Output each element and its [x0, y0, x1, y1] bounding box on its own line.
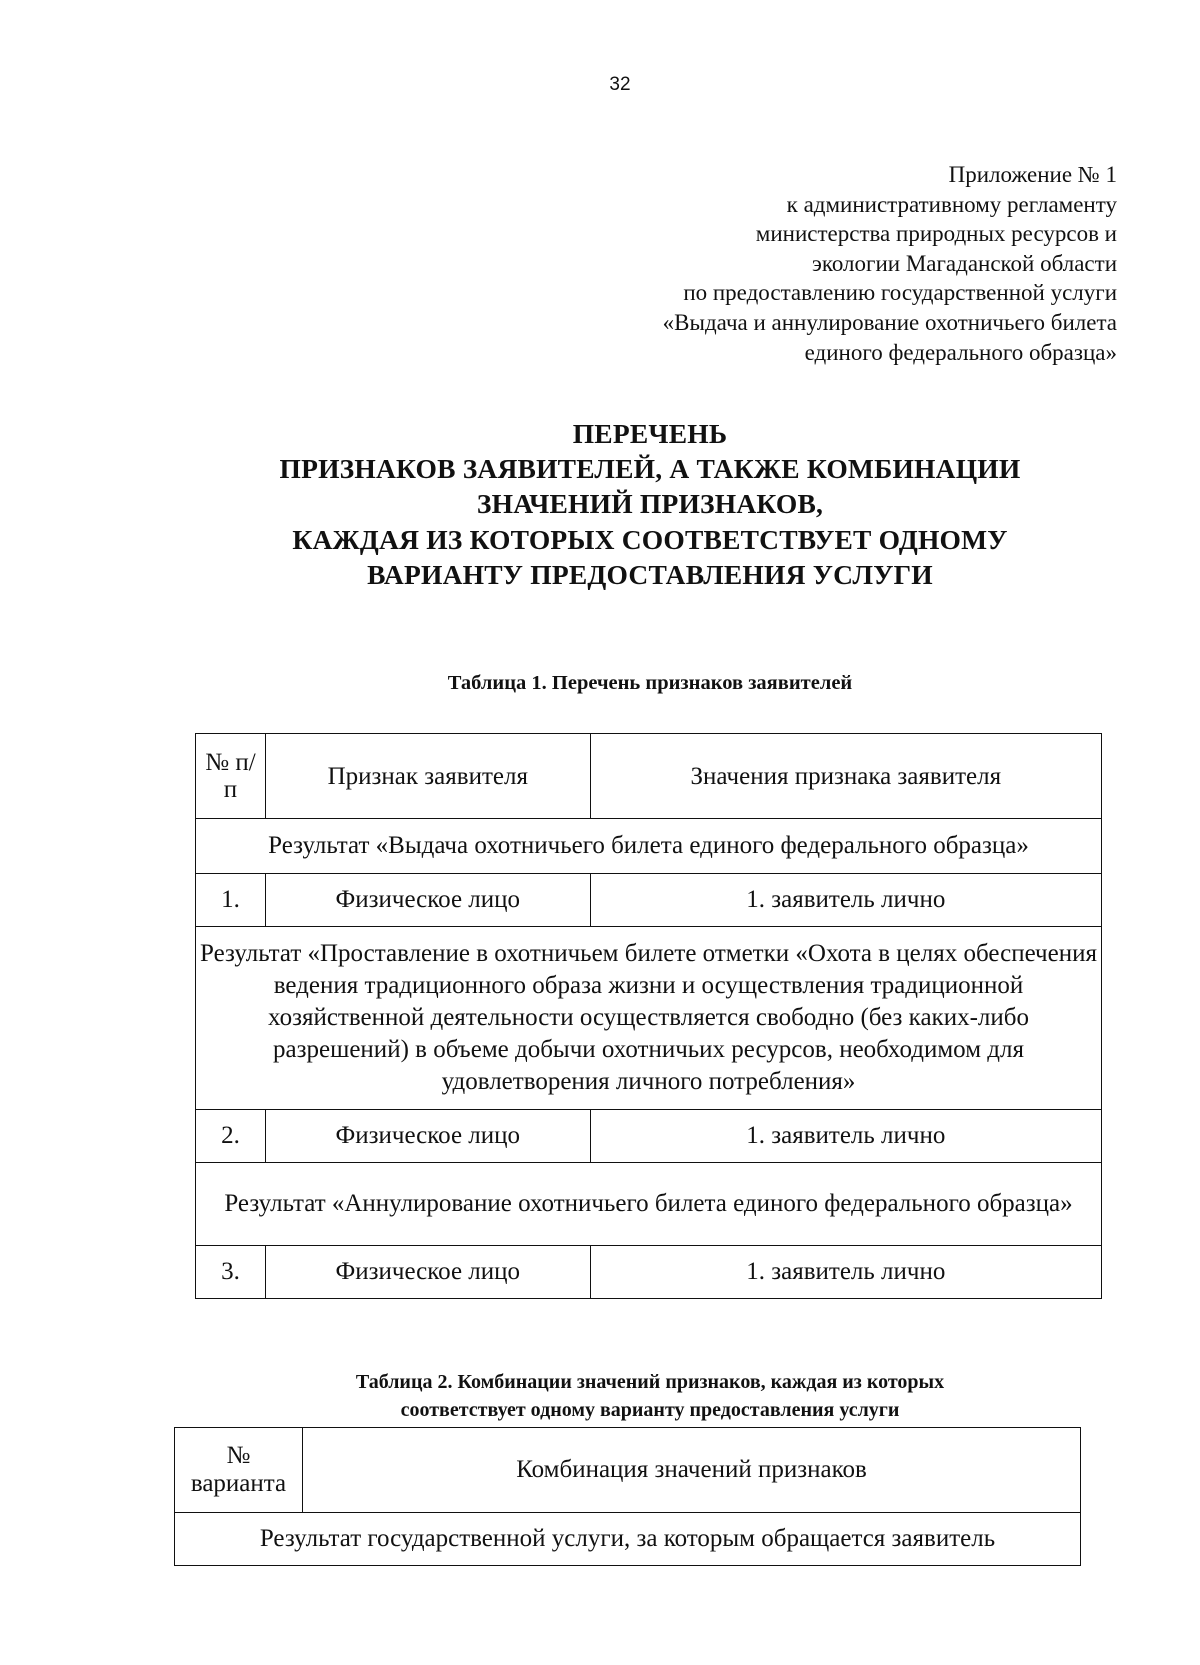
title-line: ПЕРЕЧЕНЬ: [572, 418, 728, 449]
table-header-row: [175, 1428, 1081, 1513]
row-value: 1. заявитель лично: [590, 1246, 1101, 1299]
table-row: [196, 1246, 1102, 1299]
header-combination: Комбинация значений признаков: [302, 1428, 1080, 1513]
row-attribute: Физическое лицо: [265, 1110, 590, 1163]
table2-caption: [0, 1368, 1200, 1424]
table-row: [196, 1110, 1102, 1163]
caption-line: Таблица 2. Комбинации значений признаков, каждая из которых: [355, 1371, 945, 1393]
row-value: 1. заявитель лично: [590, 1110, 1101, 1163]
result-text: Результат «Аннулирование охотничьего билета единого федерального образца»: [196, 1163, 1102, 1246]
appendix-line: к административному регламенту: [786, 191, 1117, 217]
header-attribute: Признак заявителя: [265, 734, 590, 819]
row-number: 2.: [196, 1110, 266, 1163]
result-text: Результат государственной услуги, за которым обращается заявитель: [175, 1513, 1081, 1566]
result-row: [196, 819, 1102, 874]
appendix-line: Приложение № 1: [948, 162, 1117, 187]
result-row: [196, 927, 1102, 1110]
table-header-row: [196, 734, 1102, 819]
title-line: ПРИЗНАКОВ ЗАЯВИТЕЛЕЙ, А ТАКЖЕ КОМБИНАЦИИ: [279, 453, 1021, 485]
row-number: 1.: [196, 874, 266, 927]
appendix-line: по предоставлению государственной услуги: [683, 280, 1117, 306]
title-line: ВАРИАНТУ ПРЕДОСТАВЛЕНИЯ УСЛУГИ: [367, 558, 933, 590]
caption-line: соответствует одному варианту предоставления услуги: [400, 1399, 900, 1421]
row-value: 1. заявитель лично: [590, 874, 1101, 927]
row-attribute: Физическое лицо: [265, 874, 590, 927]
row-attribute: Физическое лицо: [265, 1246, 590, 1299]
result-text: Результат «Проставление в охотничьем билете отметки «Охота в целях обеспечения ведения традиционного образа жизни и осуществления традиционной хозяйственной деятельности осуществляется свободно (без каких-либо разрешений) в объеме добычи охотничьих ресурсов, необходимом для удовлетворения личного потребления»: [196, 927, 1102, 1110]
header-variant-number: № варианта: [175, 1428, 303, 1513]
appendix-line: «Выдача и аннулирование охотничьего билета: [662, 309, 1117, 335]
table1-caption: Таблица 1. Перечень признаков заявителей: [447, 672, 853, 694]
title-line: КАЖДАЯ ИЗ КОТОРЫХ СООТВЕТСТВУЕТ ОДНОМУ: [292, 523, 1008, 555]
attribute-combinations-table: [174, 1427, 1081, 1566]
page-number: 32: [609, 74, 631, 95]
appendix-line: экологии Магаданской области: [811, 250, 1117, 276]
appendix-reference: [663, 160, 1117, 367]
result-text: Результат «Выдача охотничьего билета единого федерального образца»: [196, 819, 1102, 874]
table-row: [196, 874, 1102, 927]
title-line: ЗНАЧЕНИЙ ПРИЗНАКОВ,: [476, 488, 824, 520]
appendix-line: министерства природных ресурсов и: [755, 221, 1117, 247]
result-row: [196, 1163, 1102, 1246]
applicant-attributes-table: [195, 733, 1102, 1299]
header-number: № п/п: [196, 734, 266, 819]
appendix-line: единого федерального образца»: [804, 339, 1117, 365]
document-title: [150, 416, 1150, 592]
result-row: [175, 1513, 1081, 1566]
header-values: Значения признака заявителя: [590, 734, 1101, 819]
row-number: 3.: [196, 1246, 266, 1299]
